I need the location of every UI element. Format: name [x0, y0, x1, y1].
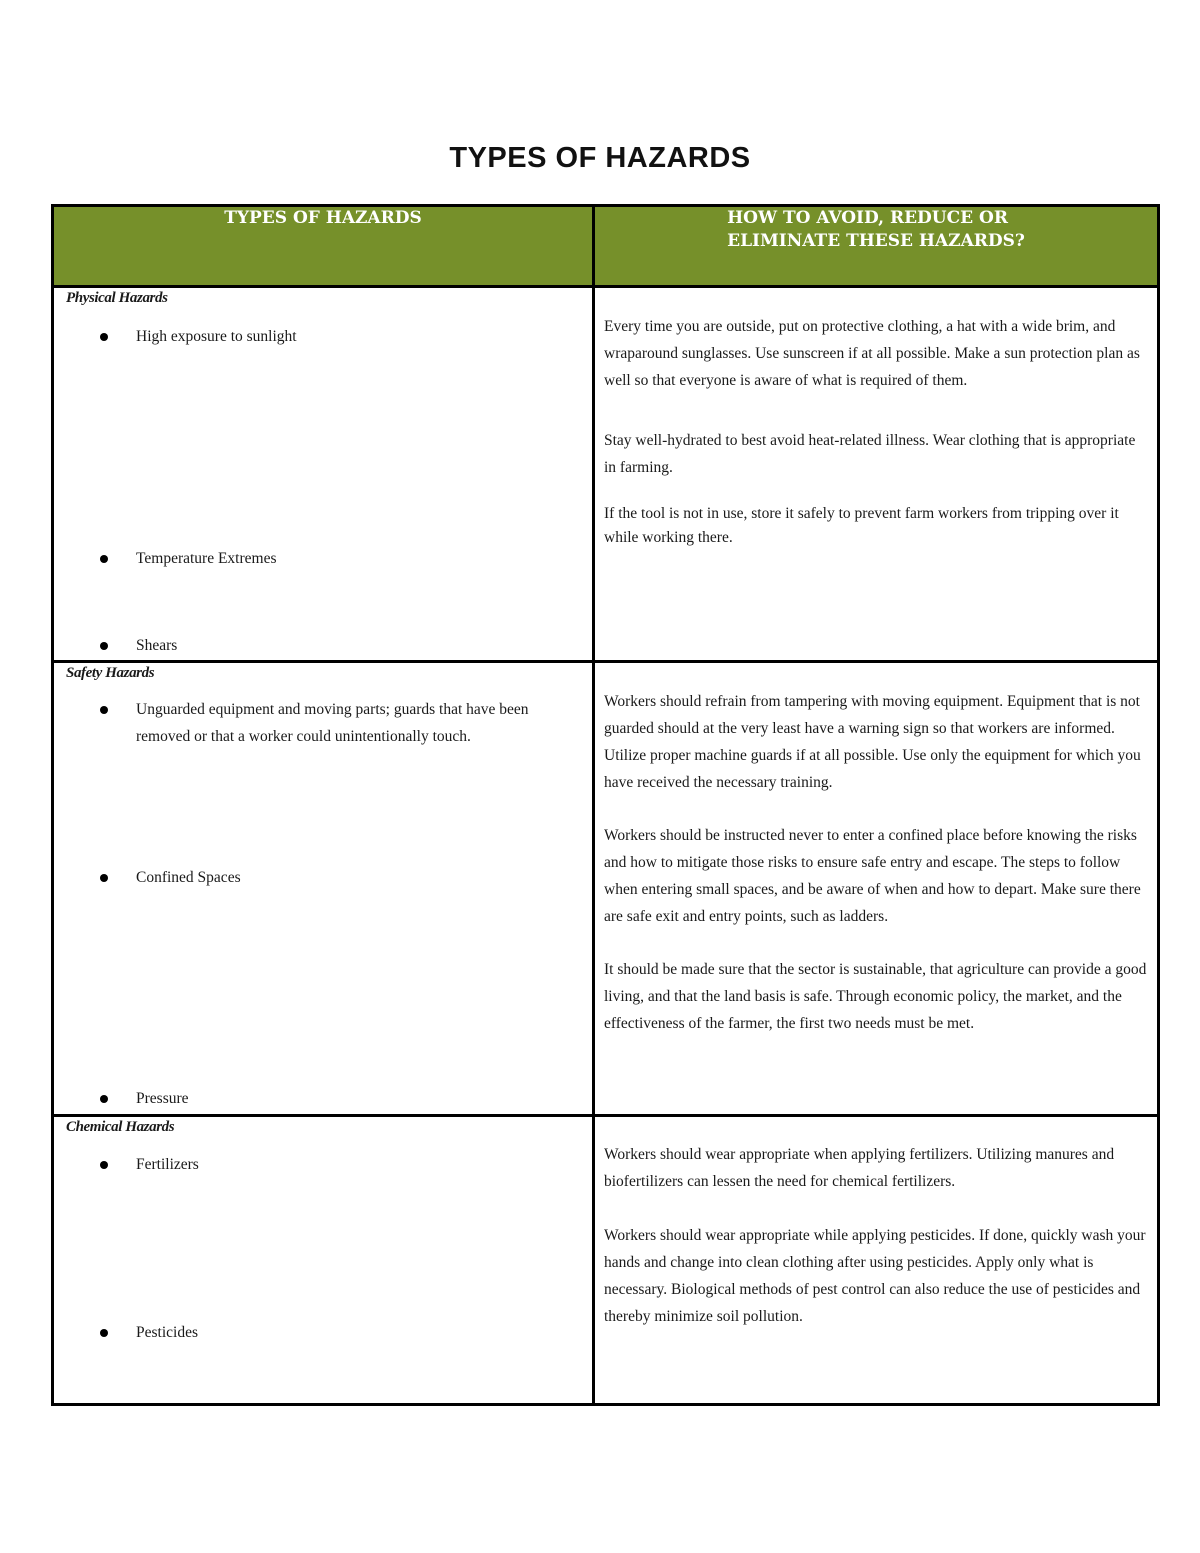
- header-types-label: TYPES OF HAZARDS: [224, 208, 422, 228]
- chemical-hazards-cell: [53, 1116, 594, 1405]
- bullet-icon: [100, 333, 108, 341]
- safety-advice-cell: [594, 662, 1159, 1116]
- physical-advice-cell: [594, 287, 1159, 662]
- hazard-item: Unguarded equipment and moving parts; guards that have been removed or that a worker could unintentionally touch.: [100, 696, 568, 750]
- bullet-icon: [100, 1095, 108, 1103]
- physical-hazards-cell: [53, 287, 594, 662]
- hazard-item: Pressure: [100, 1085, 568, 1112]
- page-title: TYPES OF HAZARDS: [449, 142, 751, 174]
- advice-paragraph: Stay well-hydrated to best avoid heat-related illness. Wear clothing that is appropriate in farming.: [604, 432, 1136, 476]
- header-types: [53, 206, 594, 287]
- safety-heading: Safety Hazards: [66, 665, 155, 681]
- bullet-icon: [100, 642, 108, 650]
- advice-paragraph: Every time you are outside, put on protective clothing, a hat with a wide brim, and wraparound sunglasses. Use sunscreen if at all possible. Make a sun protection plan as well so that everyone is aware of what is required of them.: [604, 318, 1140, 389]
- advice-paragraph: Workers should wear appropriate while applying pesticides. If done, quickly wash your hands and change into clean clothing after using pesticides. Apply only what is necessary. Biological methods of pest control can also reduce the use of pesticides and thereby minimize soil pollution.: [604, 1227, 1146, 1325]
- header-avoid-line1: HOW TO AVOID, REDUCE OR: [727, 208, 1008, 228]
- hazards-table: [51, 204, 1160, 1406]
- hazard-item: Confined Spaces: [100, 864, 568, 891]
- hazard-item: Shears: [100, 632, 568, 659]
- header-avoid: [594, 206, 1159, 287]
- safety-row: [53, 662, 1159, 1116]
- bullet-icon: [100, 555, 108, 563]
- chemical-heading: Chemical Hazards: [66, 1119, 175, 1135]
- bullet-icon: [100, 1329, 108, 1337]
- physical-heading: Physical Hazards: [66, 290, 168, 306]
- chemical-advice-cell: [594, 1116, 1159, 1405]
- bullet-icon: [100, 874, 108, 882]
- bullet-icon: [100, 1161, 108, 1169]
- advice-paragraph: It should be made sure that the sector is sustainable, that agriculture can provide a good living, and that the land basis is safe. Through economic policy, the market, and the effectiveness of the farmer, the first two needs must be met.: [604, 961, 1147, 1032]
- advice-paragraph: Workers should be instructed never to enter a confined place before knowing the risks and how to mitigate those risks to ensure safe entry and escape. The steps to follow when entering small spaces, and be aware of when and how to depart. Make sure there are safe exit and entry points, such as ladders.: [604, 827, 1141, 925]
- hazard-item: High exposure to sunlight: [100, 323, 568, 350]
- physical-row: [53, 287, 1159, 662]
- header-avoid-line2: ELIMINATE THESE HAZARDS?: [727, 231, 1025, 251]
- advice-paragraph: Workers should refrain from tampering with moving equipment. Equipment that is not guarded should at the very least have a warning sign so that workers are informed. Utilize proper machine guards if at all possible. Use only the equipment for which you have received the necessary training.: [604, 693, 1141, 791]
- hazard-item: Temperature Extremes: [100, 545, 568, 572]
- chemical-row: [53, 1116, 1159, 1405]
- hazard-item: Pesticides: [100, 1319, 568, 1346]
- advice-paragraph: If the tool is not in use, store it safely to prevent farm workers from tripping over it while working there.: [604, 505, 1119, 546]
- advice-paragraph: Workers should wear appropriate when applying fertilizers. Utilizing manures and biofertilizers can lessen the need for chemical fertilizers.: [604, 1146, 1115, 1190]
- hazard-item: Fertilizers: [100, 1151, 568, 1178]
- safety-hazards-cell: [53, 662, 594, 1116]
- bullet-icon: [100, 706, 108, 714]
- header-row: [53, 206, 1159, 287]
